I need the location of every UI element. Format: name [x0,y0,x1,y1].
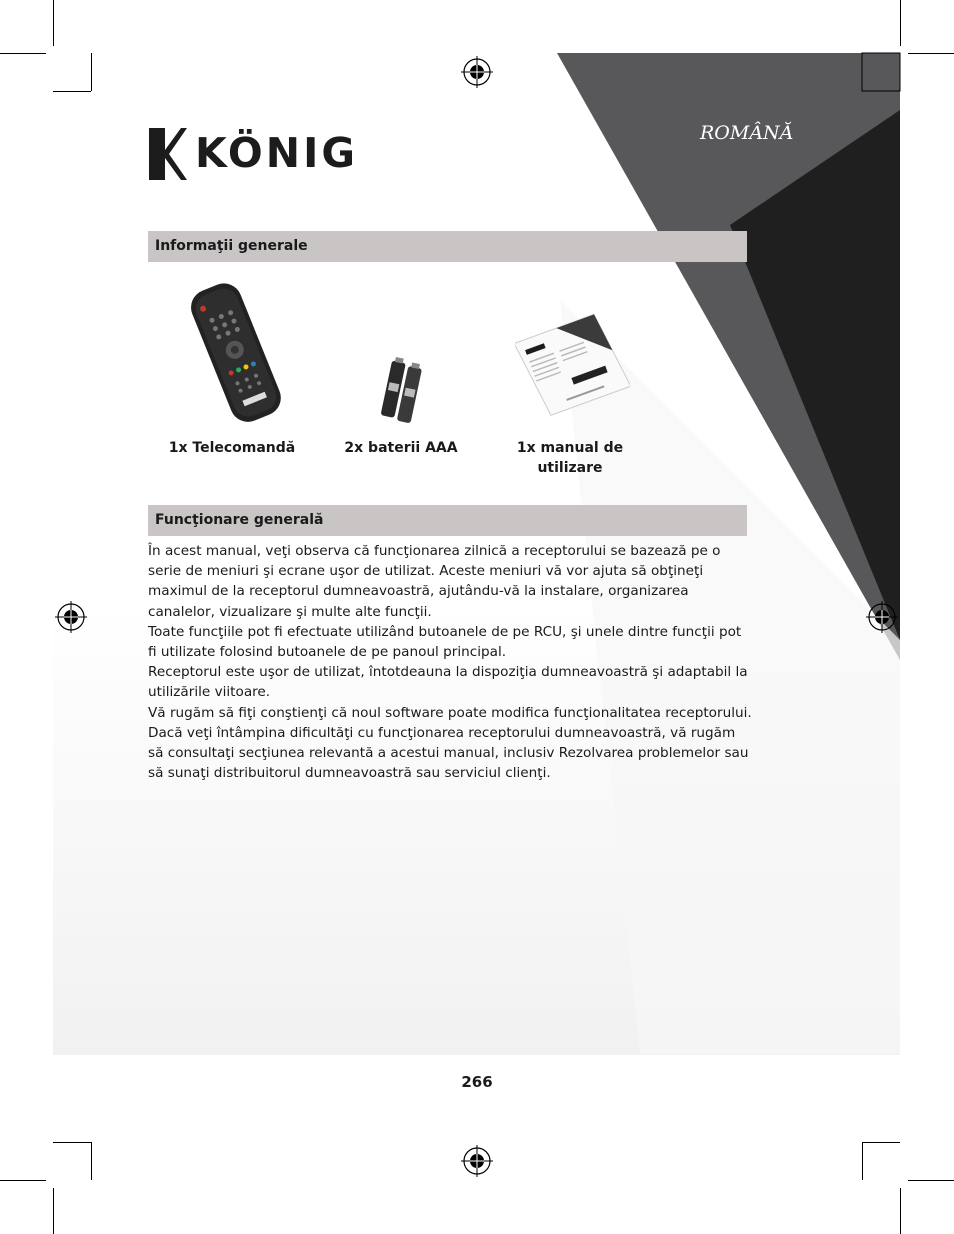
crop-mark [0,53,46,54]
crop-mark [908,1180,954,1181]
page-number: 266 [461,1073,493,1091]
caption-batteries: 2x baterii AAA [344,440,458,456]
paragraph: Vă rugăm să fiţi conştienţi că noul software poate modifica funcţionalitatea receptorului. [148,704,752,721]
crop-mark [900,0,901,46]
caption-manual [505,438,635,478]
crop-mark [53,1188,54,1234]
section-title: Funcţionare generală [155,512,324,528]
paragraph: În acest manual, veţi observa că funcţionarea zilnică a receptorului se bazează pe o serie de meniuri şi ecrane uşor de utilizat. Aceste meniuri vă vor ajuta să obţineţi maximul de la receptorul dumneavoastră, ajutându-vă la instalare, organizarea canalelor, vizualizare şi multe alte funcţii. [148,543,721,620]
user-manual-image [515,305,630,425]
paragraph: Dacă veţi întâmpina dificultăţi cu funcţionarea receptorului dumneavoastră, vă rugăm să consultaţi secţiunea relevantă a acestui manual, inclusiv Rezolvarea problemelor sau să sunaţi distribuitorul dumneavoastră sau serviciul clienţi. [148,724,749,782]
caption-remote: 1x Telecomandă [168,440,296,456]
caption-manual-line2: utilizare [537,460,603,476]
crop-mark [908,53,954,54]
section-header-general-info [148,231,747,262]
registration-mark-icon [55,601,87,633]
crop-mark [91,1142,92,1180]
crop-mark [0,1180,46,1181]
crop-mark [862,1142,900,1143]
caption-manual-line1: 1x manual de [516,440,624,456]
operation-text [148,541,752,783]
registration-mark-icon [461,56,493,88]
section-header-general-operation [148,505,747,536]
remote-control-image [170,278,300,428]
crop-mark [53,1142,91,1143]
crop-mark [862,1142,863,1180]
section-title: Informaţii generale [155,238,308,254]
registration-mark-icon [866,601,898,633]
crop-mark [91,53,92,91]
crop-mark [900,1188,901,1234]
aaa-batteries-image [372,355,432,427]
paragraph: Receptorul este uşor de utilizat, întotdeauna la dispoziţia dumneavoastră şi adaptabil la utilizările viitoare. [148,664,748,701]
registration-mark-icon [461,1145,493,1177]
crop-mark [53,91,91,92]
brand-name: KÖNIG [195,129,359,177]
crop-mark [53,0,54,46]
paragraph: Toate funcţiile pot fi efectuate utilizând butoanele de pe RCU, şi unele dintre funcţii pot fi utilizate folosind butoanele de pe panoul principal. [148,623,742,661]
language-label: ROMÂNĂ [700,122,794,144]
